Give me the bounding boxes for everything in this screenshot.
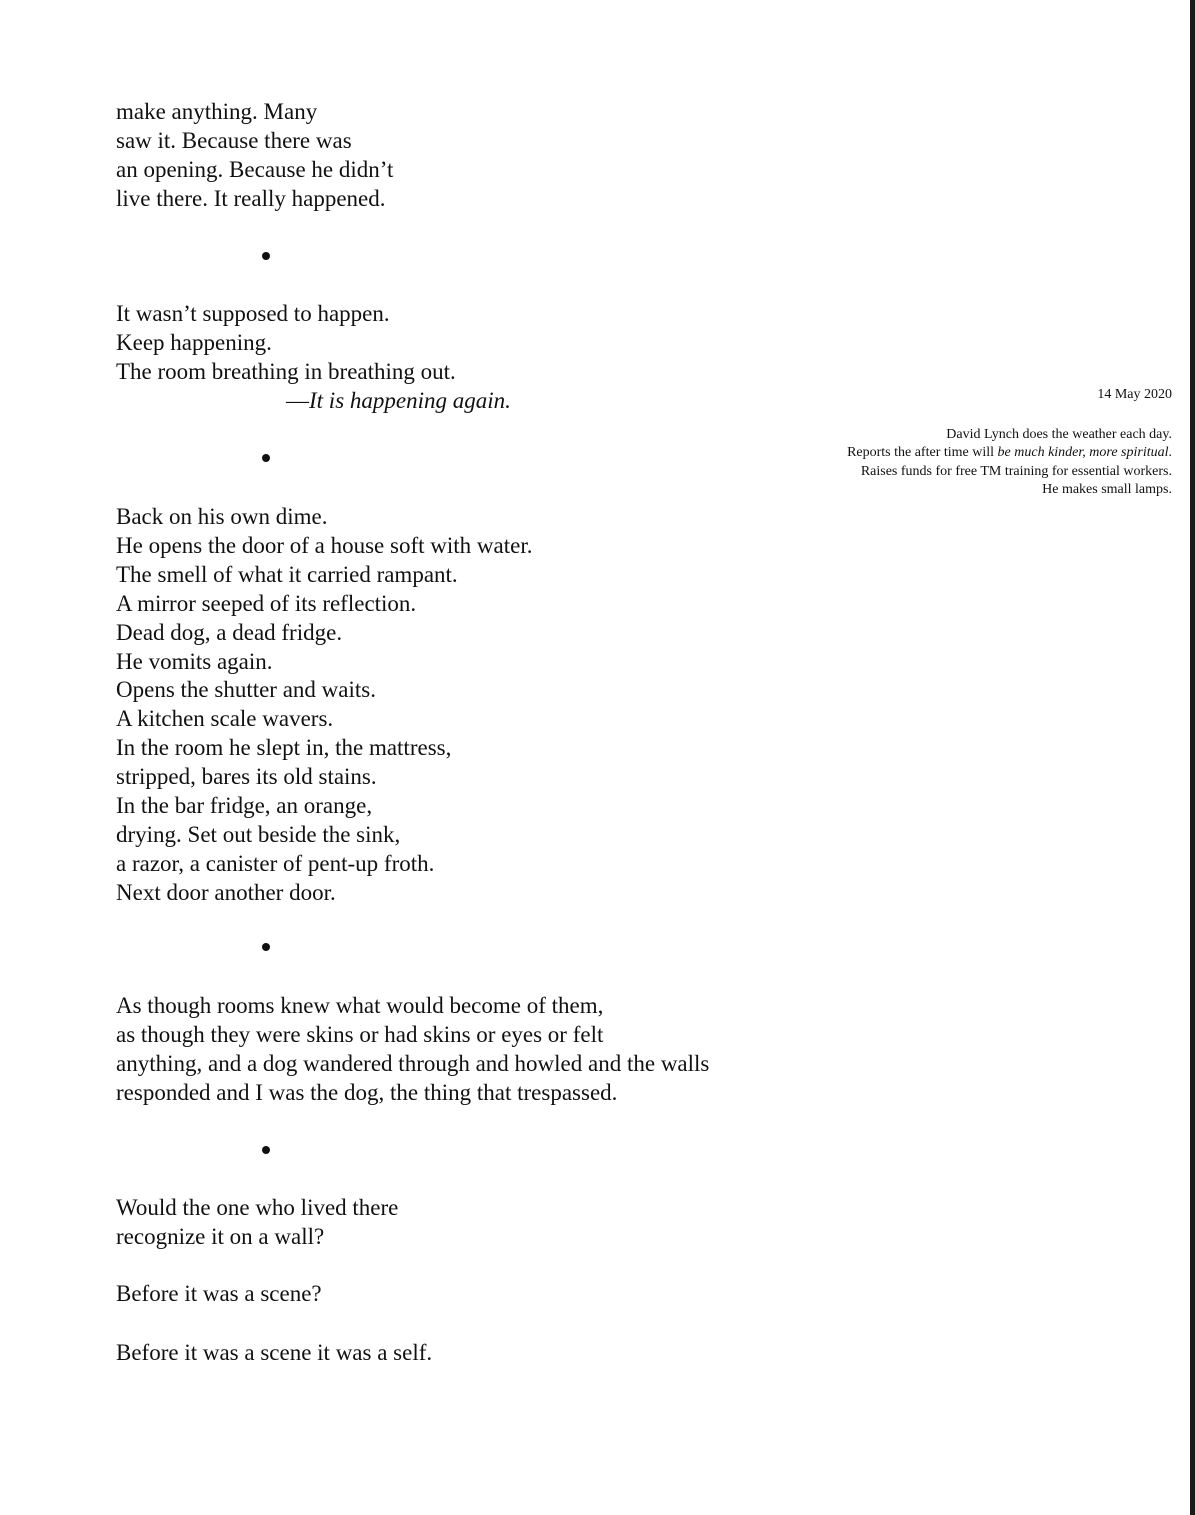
poem-line: Next door another door.: [116, 879, 336, 905]
stanza-7: [116, 1339, 432, 1368]
margin-note-text: .: [1168, 445, 1172, 461]
margin-note-text: Reports the after time will: [847, 445, 998, 461]
poem-line: as though they were skins or had skins or eyes or felt: [116, 1021, 604, 1047]
stanza-4: [116, 992, 709, 1108]
poem-line: Dead dog, a dead fridge.: [116, 619, 343, 645]
poem-line: Before it was a scene?: [116, 1281, 322, 1306]
poem-line: anything, and a dog wandered through and howled and the walls: [116, 1050, 710, 1076]
stanza-1: [116, 98, 393, 214]
poem-line: It wasn’t supposed to happen.: [116, 301, 390, 326]
poem-line: In the room he slept in, the mattress,: [116, 735, 452, 761]
poem-line: Keep happening.: [116, 329, 272, 355]
poem-line: recognize it on a wall?: [116, 1223, 325, 1249]
section-bullet-icon: [262, 252, 270, 260]
poem-line: responded and I was the dog, the thing that trespassed.: [116, 1079, 618, 1105]
poem-line: Would the one who lived there: [116, 1195, 399, 1220]
poem-line: saw it. Because there was: [116, 127, 352, 153]
poem-line: In the bar fridge, an orange,: [116, 793, 373, 819]
poem-line: The smell of what it carried rampant.: [116, 561, 458, 587]
poem-line: The room breathing in breathing out.: [116, 358, 456, 384]
poem-line: make anything. Many: [116, 99, 318, 124]
stanza-5: [116, 1194, 398, 1252]
section-bullet-icon: [262, 1146, 270, 1154]
section-bullet-icon: [262, 454, 270, 462]
margin-note-line: Raises funds for free TM training for essential workers.: [860, 463, 1172, 479]
poem-line: He vomits again.: [116, 648, 273, 674]
poem-line: He opens the door of a house soft with water.: [116, 532, 533, 558]
stanza-6: [116, 1280, 322, 1309]
page-edge: [1190, 0, 1195, 1515]
attribution-text: It is happening again.: [309, 387, 511, 413]
section-bullet-icon: [262, 943, 270, 951]
poem-line: live there. It really happened.: [116, 185, 386, 211]
poem-line: A mirror seeped of its reflection.: [116, 590, 417, 616]
poem-line: Before it was a scene it was a self.: [116, 1340, 433, 1365]
attribution-dash: —: [286, 387, 309, 413]
poem-line: A kitchen scale wavers.: [116, 706, 334, 732]
poem-line: As though rooms knew what would become of them,: [116, 993, 604, 1018]
stanza-2: [116, 300, 511, 416]
poem-line: drying. Set out beside the sink,: [116, 821, 401, 847]
margin-note-line: He makes small lamps.: [1042, 481, 1172, 497]
poem-attribution: [116, 387, 511, 416]
poem-line: an opening. Because he didn’t: [116, 156, 394, 182]
margin-note-date: 14 May 2020: [1097, 387, 1172, 402]
poem-line: stripped, bares its old stains.: [116, 764, 377, 790]
poem-line: Opens the shutter and waits.: [116, 677, 376, 703]
stanza-3: [116, 503, 532, 908]
margin-note-line: David Lynch does the weather each day.: [946, 427, 1172, 442]
poem-line: Back on his own dime.: [116, 504, 328, 529]
margin-note-line: [847, 444, 1172, 462]
margin-note-quote: be much kinder, more spiritual: [997, 445, 1169, 461]
margin-note: [847, 426, 1172, 499]
poem-line: a razor, a canister of pent-up froth.: [116, 850, 435, 876]
